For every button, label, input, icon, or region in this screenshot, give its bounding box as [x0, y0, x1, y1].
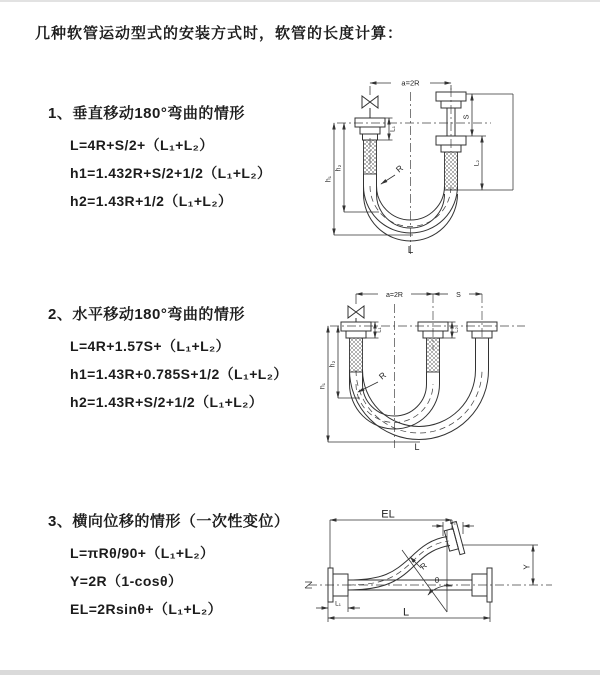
- section-2-heading: 2、水平移动180°弯曲的情形: [48, 306, 245, 323]
- dim-label-h1: h₁: [325, 175, 333, 183]
- section-vertical-180-bend: [48, 102, 271, 215]
- section-1-formula-h2: h2=1.43R+1/2（L₁+L₂）: [70, 193, 233, 209]
- dim-label-l1: L₁: [376, 327, 383, 333]
- dim-label-l1: L₁: [335, 600, 341, 608]
- section-1-heading: 1、垂直移动180°弯曲的情形: [48, 105, 245, 122]
- dim-label-el: EL: [381, 508, 395, 521]
- section-2-formula-L: L=4R+1.57S+（L₁+L₂）: [70, 338, 231, 354]
- section-1-formula-h1: h1=1.432R+S/2+1/2（L₁+L₂）: [70, 165, 272, 181]
- dim-label-a2r: a=2R: [386, 291, 403, 299]
- section-3-formula-Y: Y=2R（1-cosθ）: [70, 573, 183, 589]
- dim-label-h1: h₁: [320, 382, 327, 390]
- dim-label-l1: L₁: [389, 126, 397, 132]
- radius-label: R: [418, 560, 429, 572]
- dim-label-l2: L₂: [473, 159, 481, 167]
- displaced-end-fitting: [443, 521, 465, 556]
- fixed-end-fitting: [341, 322, 371, 372]
- hose-u-bends: [350, 338, 489, 440]
- valve-icon: [348, 306, 364, 322]
- radius-label: R: [376, 369, 388, 382]
- angle-label: θ: [434, 576, 440, 585]
- dim-label-a2r: a=2R: [401, 78, 420, 88]
- length-label: L: [402, 606, 410, 619]
- section-2-formula-h1: h1=1.43R+0.785S+1/2（L₁+L₂）: [70, 366, 288, 382]
- left-end-fitting: [355, 118, 385, 174]
- section-horizontal-180-bend: [48, 303, 288, 416]
- dim-label-l2: L₂: [449, 519, 457, 526]
- page-title: 几种软管运动型式的安装方式时，软管的长度计算：: [35, 25, 404, 42]
- section-3-formula-EL: EL=2Rsinθ+（L₁+L₂）: [70, 601, 223, 617]
- scan-edge-top: [0, 0, 600, 2]
- angle-construction: [402, 530, 452, 612]
- diagram-vertical-180-bend: [325, 72, 580, 258]
- section-1-formula-L: L=4R+S/2+（L₁+L₂）: [70, 137, 214, 153]
- section-lateral-displacement: [48, 510, 289, 623]
- centerlines: [337, 88, 491, 255]
- dim-label-s: S: [461, 114, 471, 120]
- dimension-lines: [316, 520, 538, 622]
- section-2-formula-h2: h2=1.43R+S/2+1/2（L₁+L₂）: [70, 394, 264, 410]
- diagram-horizontal-180-bend: [320, 280, 585, 452]
- radius-label: R: [393, 162, 405, 175]
- length-label: L: [414, 442, 420, 452]
- diagram-lateral-displacement: [300, 500, 600, 645]
- valve-icon: [362, 86, 378, 118]
- dim-label-h2: h₂: [329, 360, 337, 368]
- dim-label-h2: h₂: [335, 164, 343, 172]
- dim-label-y: Y: [522, 564, 532, 570]
- length-label: L: [407, 245, 414, 256]
- section-3-heading: 3、横向位移的情形（一次性变位）: [48, 513, 290, 530]
- section-3-formula-L: L=πRθ/90+（L₁+L₂）: [70, 545, 215, 561]
- dim-label-l2: L₂: [453, 327, 460, 333]
- scan-edge-bottom: [0, 670, 600, 675]
- dimension-lines: [334, 83, 513, 235]
- dim-label-s: S: [456, 291, 461, 299]
